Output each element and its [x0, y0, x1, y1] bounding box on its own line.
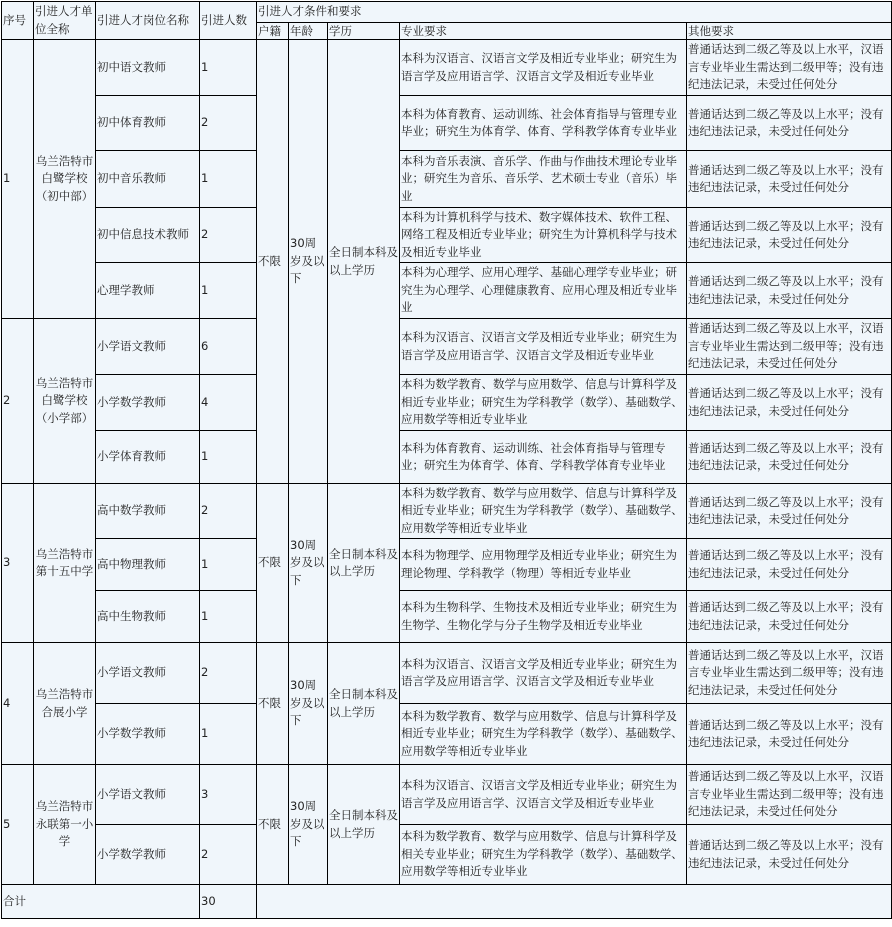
unit-cell: 乌兰浩特市永联第一小学: [34, 765, 96, 885]
table-row: [2, 96, 892, 151]
other-cell: 普通话达到二级乙等及以上水平；没有违纪违法记录，未受过任何处分: [687, 431, 892, 484]
major-cell: 本科为生物科学、生物技术及相近专业毕业；研究生为生物学、生物化学与分子生物学及相近专业毕业: [400, 591, 687, 643]
table-row: [2, 591, 892, 643]
age-cell: 30周岁及以下: [289, 40, 328, 484]
major-cell: 本科为体育教育、运动训练、社会体育指导与管理专业毕业；研究生为体育学、体育、学科教学体育专业毕业: [400, 96, 687, 151]
post-cell: 小学语文教师: [96, 643, 200, 704]
header-post: 引进人才岗位名称: [96, 2, 200, 40]
post-cell: 小学语文教师: [96, 319, 200, 375]
edu-cell: 全日制本科及以上学历: [328, 765, 400, 885]
post-cell: 初中语文教师: [96, 40, 200, 96]
header-edu: 学历: [328, 23, 400, 40]
other-cell: 普通话达到二级乙等及以上水平；没有违纪违法记录，未受过任何处分: [687, 704, 892, 765]
table-row: [2, 151, 892, 208]
post-cell: 小学数学教师: [96, 825, 200, 885]
other-cell: 普通话达到二级乙等及以上水平；没有违纪违法记录，未受过任何处分: [687, 208, 892, 263]
header-count: 引进人数: [200, 2, 257, 40]
major-cell: 本科为心理学、应用心理学、基础心理学专业毕业；研究生为心理学、心理健康教育、应用心理及相近专业毕业: [400, 263, 687, 319]
count-cell: 1: [200, 539, 257, 591]
count-cell: 1: [200, 591, 257, 643]
count-cell: 3: [200, 765, 257, 825]
post-cell: 小学语文教师: [96, 765, 200, 825]
table-row: [2, 539, 892, 591]
post-cell: 小学数学教师: [96, 704, 200, 765]
major-cell: 本科为数学教育、数学与应用数学、信息与计算科学及相近专业毕业；研究生为学科教学（数学）、基础数学、应用数学等相近专业毕业: [400, 375, 687, 431]
count-cell: 2: [200, 96, 257, 151]
post-cell: 小学数学教师: [96, 375, 200, 431]
count-cell: 2: [200, 643, 257, 704]
other-cell: 普通话达到二级乙等及以上水平，汉语言专业毕业生需达到二级甲等；没有违纪违法记录，未受过任何处分: [687, 765, 892, 825]
post-cell: 高中生物教师: [96, 591, 200, 643]
seq-cell: 1: [2, 40, 34, 319]
other-cell: 普通话达到二级乙等及以上水平；没有违纪违法记录，未受过任何处分: [687, 825, 892, 885]
other-cell: 普通话达到二级乙等及以上水平；没有违纪违法记录，未受过任何处分: [687, 539, 892, 591]
edu-cell: 全日制本科及以上学历: [328, 484, 400, 643]
post-cell: 高中物理教师: [96, 539, 200, 591]
major-cell: 本科为体育教育、运动训练、社会体育指导与管理专业；研究生为体育学、体育、学科教学体育专业毕业: [400, 431, 687, 484]
count-cell: 4: [200, 375, 257, 431]
major-cell: 本科为数学教育、数学与应用数学、信息与计算科学及相近专业毕业；研究生为学科教学（数学）、基础数学、应用数学等相近专业毕业: [400, 484, 687, 539]
header-seq: 序号: [2, 2, 34, 40]
other-cell: 普通话达到二级乙等及以上水平，汉语言专业毕业生需达到二级甲等；没有违纪违法记录，未受过任何处分: [687, 643, 892, 704]
hukou-cell: 不限: [257, 484, 289, 643]
count-cell: 2: [200, 484, 257, 539]
seq-cell: 3: [2, 484, 34, 643]
other-cell: 普通话达到二级乙等及以上水平；没有违纪违法记录，未受过任何处分: [687, 263, 892, 319]
header-other: 其他要求: [687, 23, 892, 40]
table-row: [2, 484, 892, 539]
post-cell: 初中信息技术教师: [96, 208, 200, 263]
header-conditions: 引进人才条件和要求: [257, 2, 892, 23]
unit-cell: 乌兰浩特市合展小学: [34, 643, 96, 765]
header-hukou: 户籍: [257, 23, 289, 40]
header-major: 专业要求: [400, 23, 687, 40]
table-row: [2, 704, 892, 765]
count-cell: 2: [200, 825, 257, 885]
table-row: [2, 375, 892, 431]
hukou-cell: 不限: [257, 765, 289, 885]
post-cell: 心理学教师: [96, 263, 200, 319]
unit-cell: 乌兰浩特市第十五中学: [34, 484, 96, 643]
total-count: 30: [200, 885, 257, 919]
table-row: [2, 263, 892, 319]
edu-cell: 全日制本科及以上学历: [328, 643, 400, 765]
total-blank: [257, 885, 892, 919]
header-age: 年龄: [289, 23, 328, 40]
table-row: [2, 431, 892, 484]
major-cell: 本科为数学教育、数学与应用数学、信息与计算科学及相关专业毕业；研究生为学科教学（数学）、基础数学、应用数学等相近专业毕业: [400, 825, 687, 885]
table-row: [2, 765, 892, 825]
major-cell: 本科为汉语言、汉语言文学及相近专业毕业；研究生为语言学及应用语言学、汉语言文学及相近专业毕业: [400, 643, 687, 704]
other-cell: 普通话达到二级乙等及以上水平，汉语言专业毕业生需达到二级甲等；没有违纪违法记录，未受过任何处分: [687, 40, 892, 96]
major-cell: 本科为计算机科学与技术、数字媒体技术、软件工程、网络工程及相近专业毕业；研究生为计算机科学与技术及相近专业毕业: [400, 208, 687, 263]
total-row: [2, 885, 892, 919]
count-cell: 1: [200, 431, 257, 484]
age-cell: 30周岁及以下: [289, 765, 328, 885]
other-cell: 普通话达到二级乙等及以上水平；没有违纪违法记录，未受过任何处分: [687, 151, 892, 208]
count-cell: 1: [200, 40, 257, 96]
major-cell: 本科为汉语言、汉语言文学及相近专业毕业；研究生为语言学及应用语言学、汉语言文学及相近专业毕业: [400, 319, 687, 375]
age-cell: 30周岁及以下: [289, 484, 328, 643]
unit-cell: 乌兰浩特市白鹭学校（小学部）: [34, 319, 96, 484]
count-cell: 1: [200, 263, 257, 319]
count-cell: 2: [200, 208, 257, 263]
total-label: 合计: [2, 885, 200, 919]
edu-cell: 全日制本科及以上学历: [328, 40, 400, 484]
major-cell: 本科为物理学、应用物理学及相近专业毕业；研究生为理论物理、学科教学（物理）等相近专业毕业: [400, 539, 687, 591]
age-cell: 30周岁及以下: [289, 643, 328, 765]
major-cell: 本科为音乐表演、音乐学、作曲与作曲技术理论专业毕业；研究生为音乐、音乐学、艺术硕士专业（音乐）毕业: [400, 151, 687, 208]
post-cell: 小学体育教师: [96, 431, 200, 484]
hukou-cell: 不限: [257, 40, 289, 484]
count-cell: 6: [200, 319, 257, 375]
table-row: [2, 40, 892, 96]
post-cell: 高中数学教师: [96, 484, 200, 539]
table-row: [2, 208, 892, 263]
hukou-cell: 不限: [257, 643, 289, 765]
count-cell: 1: [200, 151, 257, 208]
seq-cell: 2: [2, 319, 34, 484]
table-row: [2, 319, 892, 375]
major-cell: 本科为汉语言、汉语言文学及相近专业毕业；研究生为语言学及应用语言学、汉语言文学及相近专业毕业: [400, 40, 687, 96]
seq-cell: 5: [2, 765, 34, 885]
seq-cell: 4: [2, 643, 34, 765]
unit-cell: 乌兰浩特市白鹭学校（初中部）: [34, 40, 96, 319]
table-row: [2, 825, 892, 885]
other-cell: 普通话达到二级乙等及以上水平，汉语言专业毕业生需达到二级甲等；没有违纪违法记录，未受过任何处分: [687, 319, 892, 375]
header-unit: 引进人才单位全称: [34, 2, 96, 40]
table-row: [2, 643, 892, 704]
post-cell: 初中音乐教师: [96, 151, 200, 208]
major-cell: 本科为数学教育、数学与应用数学、信息与计算科学及相近专业毕业；研究生为学科教学（数学）、基础数学、应用数学等相近专业毕业: [400, 704, 687, 765]
count-cell: 1: [200, 704, 257, 765]
other-cell: 普通话达到二级乙等及以上水平；没有违纪违法记录，未受过任何处分: [687, 484, 892, 539]
major-cell: 本科为汉语言、汉语言文学及相近专业毕业；研究生为语言学及应用语言学、汉语言文学及相近专业毕业: [400, 765, 687, 825]
other-cell: 普通话达到二级乙等及以上水平；没有违纪违法记录，未受过任何处分: [687, 591, 892, 643]
recruitment-table: [1, 1, 892, 919]
other-cell: 普通话达到二级乙等及以上水平；没有违纪违法记录，未受过任何处分: [687, 96, 892, 151]
post-cell: 初中体育教师: [96, 96, 200, 151]
other-cell: 普通话达到二级乙等及以上水平；没有违纪违法记录，未受过任何处分: [687, 375, 892, 431]
